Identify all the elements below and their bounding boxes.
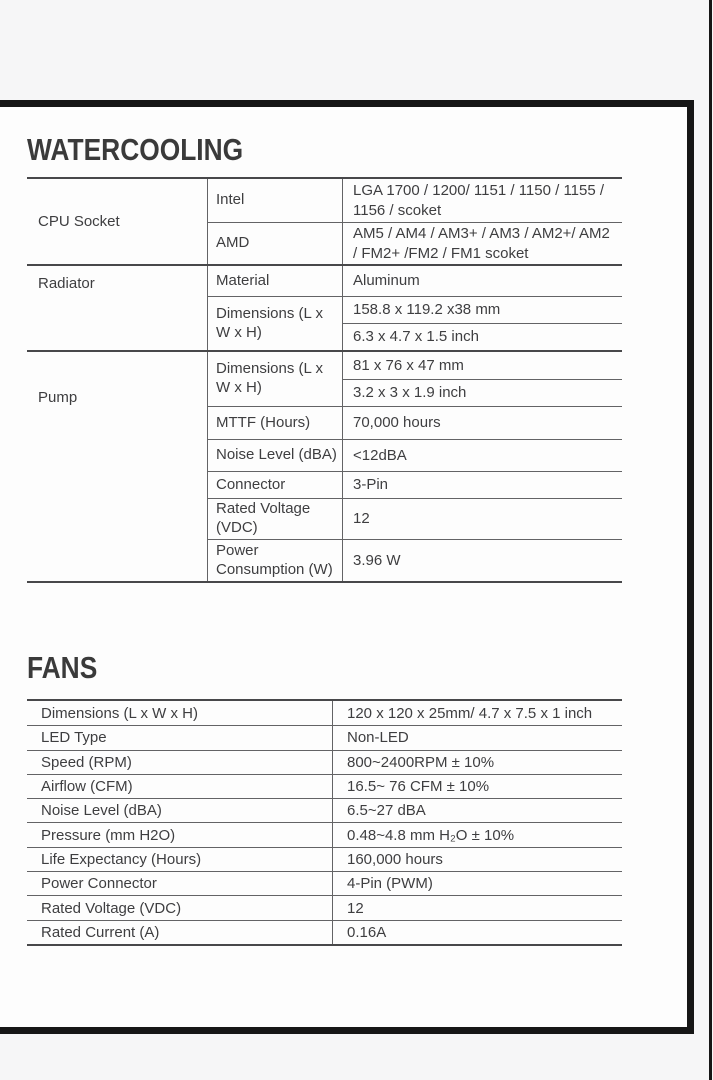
wc-row-amd: [208, 222, 622, 264]
fan-row-label: LED Type: [27, 726, 333, 749]
wc-row-value: <12dBA: [353, 446, 407, 464]
fan-row-speed: [27, 750, 622, 774]
watercooling-heading: [27, 132, 622, 167]
wc-row-value: 3-Pin: [353, 476, 389, 494]
wc-row-value: Aluminum: [353, 272, 420, 290]
wc-row-label: Connector: [208, 472, 343, 498]
fan-row-airflow: [27, 774, 622, 798]
wc-row-noise-level: [208, 439, 622, 471]
wc-row-mttf: [208, 406, 622, 439]
fan-row-value: Non-LED: [347, 729, 409, 747]
fans-title: FANS: [27, 650, 98, 685]
wc-row-value: 3.2 x 3 x 1.9 inch: [343, 379, 622, 407]
wc-row-pump-dimensions: [208, 352, 622, 406]
wc-category-label: Pump: [27, 352, 208, 581]
wc-row-connector: [208, 471, 622, 498]
fan-row-label: Dimensions (L x W x H): [27, 701, 333, 725]
wc-row-label: Intel: [208, 179, 343, 222]
fan-row-rated-current: [27, 920, 622, 944]
fan-row-rated-voltage: [27, 895, 622, 919]
wc-row-label: Dimensions (L x W x H): [208, 352, 343, 406]
wc-row-label: AMD: [208, 223, 343, 264]
fan-row-dimensions: [27, 701, 622, 725]
page-content: [27, 107, 622, 946]
fan-row-value: 0.48~4.8 mm H₂O ± 10%: [347, 826, 515, 844]
wc-group-radiator: [27, 264, 622, 350]
wc-row-label: Material: [208, 266, 343, 296]
fan-row-value: 120 x 120 x 25mm/ 4.7 x 7.5 x 1 inch: [347, 704, 593, 722]
fan-row-label: Noise Level (dBA): [27, 799, 333, 822]
fan-row-value: 800~2400RPM ± 10%: [347, 753, 495, 771]
wc-row-value: 70,000 hours: [353, 414, 441, 432]
fan-row-noise-level: [27, 798, 622, 822]
wc-row-label: Power Consumption (W): [208, 540, 343, 581]
wc-row-value: AM5 / AM4 / AM3+ / AM3 / AM2+/ AM2 / FM2+ /FM2 / FM1 scoket: [353, 225, 610, 262]
wc-row-value: 12: [353, 510, 370, 528]
watercooling-title: WATERCOOLING: [27, 132, 244, 167]
wc-row-label: Dimensions (L x W x H): [208, 297, 343, 350]
wc-row-label: MTTF (Hours): [208, 407, 343, 439]
wc-row-material: [208, 266, 622, 296]
wc-group-cpu-socket: [27, 179, 622, 264]
wc-row-value: 81 x 76 x 47 mm: [353, 356, 464, 374]
wc-row-power-consumption: [208, 539, 622, 581]
wc-row-value: 158.8 x 119.2 x38 mm: [353, 301, 501, 319]
right-edge-line: [709, 0, 712, 1080]
wc-row-value: 3.96 W: [353, 551, 401, 569]
fan-row-value: 4-Pin (PWM): [347, 875, 433, 893]
fan-row-value: 160,000 hours: [347, 850, 443, 868]
fan-row-label: Airflow (CFM): [27, 775, 333, 798]
wc-row-rated-voltage: [208, 498, 622, 539]
fan-row-life-expectancy: [27, 847, 622, 871]
wc-row-value: LGA 1700 / 1200/ 1151 / 1150 / 1155 / 1156 / scoket: [353, 182, 605, 219]
fan-row-label: Life Expectancy (Hours): [27, 848, 333, 871]
fan-row-value: 12: [347, 899, 364, 917]
fan-row-led-type: [27, 725, 622, 749]
wc-row-value: 6.3 x 4.7 x 1.5 inch: [343, 323, 622, 350]
watercooling-table: [27, 177, 622, 583]
fans-heading: [27, 650, 622, 685]
wc-row-intel: [208, 179, 622, 222]
wc-group-pump: [27, 350, 622, 581]
fan-row-power-connector: [27, 871, 622, 895]
fan-row-value: 6.5~27 dBA: [347, 802, 426, 820]
fan-row-pressure: [27, 822, 622, 846]
fan-row-label: Power Connector: [27, 872, 333, 895]
wc-category-label: CPU Socket: [27, 179, 208, 264]
fan-row-label: Speed (RPM): [27, 751, 333, 774]
fan-row-label: Rated Current (A): [27, 921, 333, 944]
wc-category-label: Radiator: [27, 266, 208, 350]
fan-row-value: 16.5~ 76 CFM ± 10%: [347, 778, 490, 796]
fan-row-label: Pressure (mm H2O): [27, 823, 333, 846]
wc-row-label: Rated Voltage (VDC): [208, 499, 343, 539]
wc-row-label: Noise Level (dBA): [208, 440, 343, 471]
fan-row-label: Rated Voltage (VDC): [27, 896, 333, 919]
fan-row-value: 0.16A: [347, 923, 387, 941]
wc-row-radiator-dimensions: [208, 296, 622, 350]
fans-table: [27, 699, 622, 946]
